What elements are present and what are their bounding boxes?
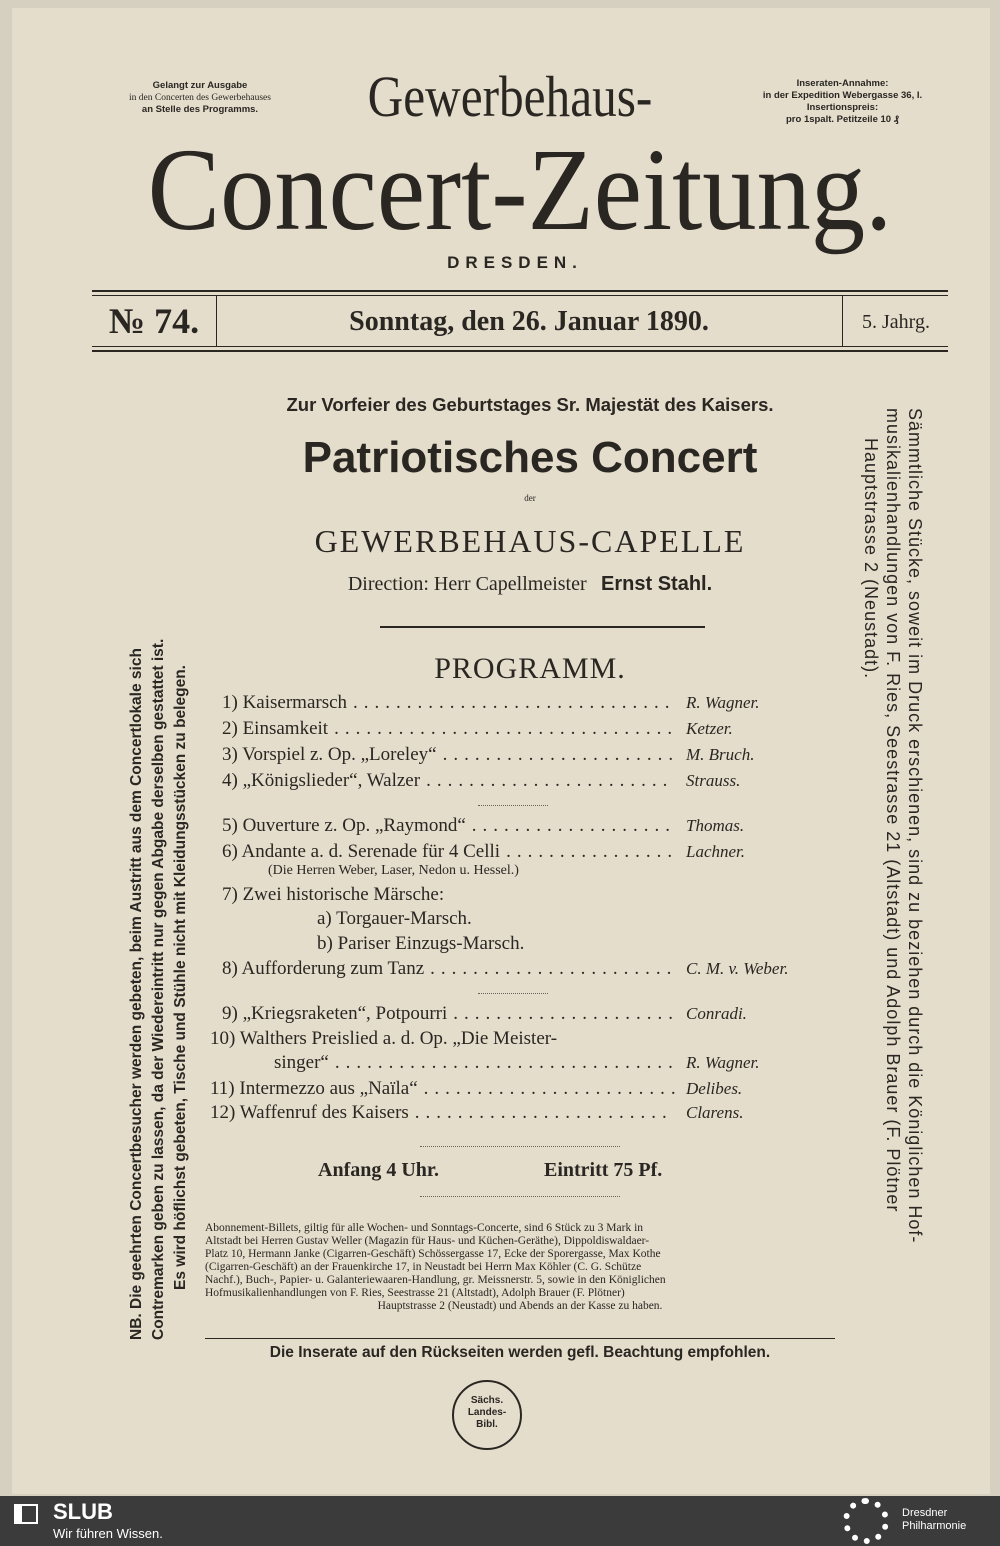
left-margin-notice <box>126 400 192 1340</box>
piece-title: 7) Zwei historische Märsche: <box>222 884 445 905</box>
composer: Thomas. <box>686 816 745 835</box>
programm-item <box>210 718 810 739</box>
performers-note: (Die Herren Weber, Laser, Nedon u. Hessel.) <box>268 863 519 878</box>
piece-title: b) Pariser Einzugs-Marsch. <box>317 933 525 954</box>
programm-item <box>210 933 810 954</box>
programm-item <box>210 770 810 791</box>
programm-item <box>210 1078 810 1099</box>
slub-book-icon <box>14 1504 38 1524</box>
ensemble-name: GEWERBEHAUS-CAPELLE <box>314 523 746 559</box>
volume: 5. Jahrg. <box>862 311 930 333</box>
leader-dots: ........................ <box>414 1102 673 1123</box>
note-line: Inseraten-Annahme: <box>796 78 889 89</box>
masthead-top: Gewerbehaus- <box>367 64 653 129</box>
masthead-city: DRESDEN. <box>447 253 583 272</box>
composer: Strauss. <box>686 771 741 790</box>
right-margin-notice <box>860 408 926 1348</box>
notice-line: Sämmtliche Stücke, soweit im Druck erschienen, sind zu beziehen durch die Königlichen Hof- <box>905 408 925 1244</box>
programm-item <box>210 1003 810 1024</box>
paragraph-line: Abonnement-Billets, giltig für alle Wochen- und Sonntags-Concerte, sind 6 Stück zu 3 Mark in <box>205 1222 644 1234</box>
partner-line: Philharmonie <box>902 1520 967 1532</box>
philharmonie-sun-icon <box>843 1498 889 1544</box>
programm-item <box>210 815 810 836</box>
notice-line: Hauptstrasse 2 (Neustadt). <box>861 438 881 680</box>
leader-dots: ....................... <box>426 770 674 791</box>
piece-title: 3) Vorspiel z. Op. „Loreley“ <box>222 744 437 765</box>
programm-item <box>210 692 810 713</box>
conductor-name: Ernst Stahl. <box>601 573 713 595</box>
note-line: pro 1spalt. Petitzeile 10 ₰ <box>786 114 899 125</box>
note-line: in der Expedition Webergasse 36, I. <box>762 90 923 101</box>
occasion-line: Zur Vorfeier des Geburtstages Sr. Majestät des Kaisers. <box>286 394 774 415</box>
piece-title: 5) Ouverture z. Op. „Raymond“ <box>222 815 466 836</box>
piece-title: 12) Waffenruf des Kaisers <box>210 1102 409 1123</box>
advertising-note <box>735 78 950 126</box>
direction-line <box>200 570 860 597</box>
partner-line: Dresdner <box>902 1507 948 1519</box>
paragraph-line: (Cigarren-Geschäft) an der Frauenkirche 17, in Neustadt bei Herrn Max Köhler (C. G. Schütze <box>205 1261 642 1273</box>
note-line: Gelangt zur Ausgabe <box>152 80 248 91</box>
leader-dots: ........................ <box>423 1078 682 1099</box>
composer: R. Wagner. <box>686 693 760 712</box>
concert-title: Patriotisches Concert <box>302 433 758 482</box>
note-line: an Stelle des Programms. <box>141 104 259 115</box>
piece-title: 10) Walthers Preislied a. d. Op. „Die Meister- <box>210 1028 558 1049</box>
composer: Conradi. <box>686 1004 747 1023</box>
programm-item <box>210 908 810 929</box>
note-line: Insertionspreis: <box>806 102 879 113</box>
stamp-line: Landes- <box>467 1407 507 1418</box>
composer: M. Bruch. <box>686 745 755 764</box>
footer-bar <box>0 1496 1000 1546</box>
slub-logo[interactable]: SLUB <box>53 1499 113 1524</box>
notice-line: Contremarken geben zu lassen, da der Wiedereintritt nur gegen Abgabe derselben gestattet ist. <box>150 638 167 1340</box>
leader-dots: ...................... <box>442 744 680 765</box>
stamp-line: Sächs. <box>470 1395 504 1406</box>
note-line: in den Concerten des Gewerbehauses <box>129 93 271 103</box>
paragraph-line: Hofmusikalienhandlungen von F. Ries, Seestrasse 21 (Altstadt), Adolph Brauer (F. Plötner) <box>205 1287 625 1299</box>
piece-title: 9) „Kriegsraketen“, Potpourri <box>222 1003 448 1024</box>
abonnement-paragraph <box>205 1222 835 1313</box>
notice-line: NB. Die geehrten Concertbesucher werden gebeten, beim Austritt aus dem Concertlokale sich <box>128 648 145 1340</box>
programm-item <box>210 1052 810 1073</box>
paragraph-line: Platz 10, Hermann Janke (Cigarren-Geschäft) Schössergasse 17, Ecke der Sporergasse, Max Kothe <box>205 1248 661 1260</box>
slub-tagline: Wir führen Wissen. <box>53 1526 163 1541</box>
start-time: Anfang 4 Uhr. <box>318 1159 439 1181</box>
programm-item <box>210 1028 810 1049</box>
composer: Lachner. <box>686 842 746 861</box>
composer: Delibes. <box>686 1079 743 1098</box>
composer: Ketzer. <box>686 719 733 738</box>
inserate-note: Die Inserate auf den Rückseiten werden gefl. Beachtung empfohlen. <box>269 1344 771 1361</box>
programm-item <box>210 841 810 862</box>
philharmonie-logo[interactable] <box>902 1507 966 1533</box>
leader-dots: ................................ <box>334 1052 679 1073</box>
programm-heading: PROGRAMM. <box>434 652 626 685</box>
programm-item <box>210 958 810 979</box>
der-label: der <box>524 493 536 503</box>
distribution-note <box>95 80 305 116</box>
piece-title: 2) Einsamkeit <box>222 718 329 739</box>
leader-dots: ................... <box>471 815 677 836</box>
masthead-title: Concert-Zeitung. <box>147 124 893 255</box>
issue-number: № 74. <box>108 301 200 341</box>
composer: R. Wagner. <box>686 1053 760 1072</box>
programm-item <box>210 1102 810 1123</box>
piece-title: singer“ <box>274 1052 329 1073</box>
notice-line: musikalienhandlungen von F. Ries, Seestrasse 21 (Altstadt) und Adolph Brauer (F. Plötner <box>883 408 903 1213</box>
leader-dots: ..................... <box>453 1003 680 1024</box>
programm-item <box>210 884 810 905</box>
piece-title: 6) Andante a. d. Serenade für 4 Celli <box>222 841 501 862</box>
issue-date: Sonntag, den 26. Januar 1890. <box>349 306 709 337</box>
piece-title: 1) Kaisermarsch <box>222 692 348 713</box>
notice-line: Es wird höflichst gebeten, Tische und Stühle nicht mit Kleidungsstücken zu belegen. <box>172 665 189 1290</box>
paragraph-line: Hauptstrasse 2 (Neustadt) und Abends an der Kasse zu haben. <box>377 1300 663 1312</box>
admission-price: Eintritt 75 Pf. <box>544 1159 663 1181</box>
composer: Clarens. <box>686 1103 744 1122</box>
paragraph-line: Nachf.), Buch-, Papier- u. Galanteriewaaren-Handlung, gr. Meissnerstr. 5, sowie in den Königlichen <box>205 1274 666 1286</box>
library-stamp <box>452 1380 522 1450</box>
paragraph-line: Altstadt bei Herren Gustav Weller (Magazin für Haus- und Küchen-Geräthe), Dippoldiswaldaer- <box>205 1235 650 1247</box>
composer: C. M. v. Weber. <box>686 959 789 978</box>
leader-dots: ................................ <box>334 718 679 739</box>
leader-dots: ....................... <box>430 958 678 979</box>
programm-item <box>210 744 810 765</box>
direction-label: Direction: Herr Capellmeister <box>347 573 587 595</box>
piece-title: a) Torgauer-Marsch. <box>317 908 472 929</box>
leader-dots: .............................. <box>353 692 676 713</box>
piece-title: 11) Intermezzo aus „Naïla“ <box>210 1078 418 1099</box>
stamp-line: Bibl. <box>476 1419 498 1430</box>
leader-dots: ................ <box>506 841 679 862</box>
piece-title: 4) „Königslieder“, Walzer <box>222 770 421 791</box>
piece-title: 8) Aufforderung zum Tanz <box>222 958 425 979</box>
